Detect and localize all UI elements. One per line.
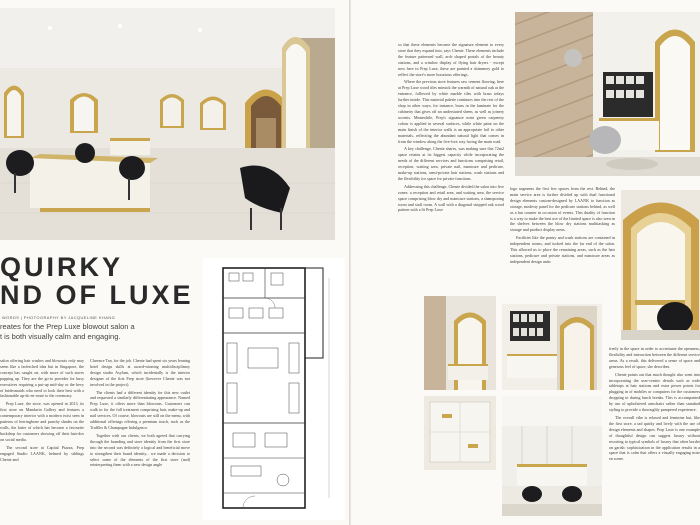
article-standfirst (0, 322, 200, 342)
paragraph: The second store at Capital Piazza, Prep engaged Studio LAANK, helmed by siblings Chenie and (0, 444, 84, 462)
left-page (0, 0, 349, 525)
paragraph: Facilities like the pantry and wash stations are contained in independent rooms, and tucked into the far end of the salon. This allowed us to place the remaining areas, such as the hair stations, pedicure and private stations, and manicure areas as independent design units (510, 235, 615, 264)
paragraph: Together with our clients, we both agreed that carrying through the branding and store identity from the first store into the second was definitely a logical and beneficial move to strengthen their brand identity... we made a decision to select some of the elements of the first store (and) reinterpreting them with a new design angle (90, 432, 190, 468)
styling-station-photo (621, 190, 700, 340)
reception-photo (515, 12, 700, 176)
salon-interior-photo (0, 8, 335, 240)
right-page (351, 0, 700, 525)
right-body-column-1 (398, 42, 504, 215)
article-credit: WORDS | PHOTOGRAPHY BY JACQUELINE KHANG (2, 315, 116, 320)
paragraph: Addressing this challenge, Chenie divided the salon into five zones: a reception and retail area, and waiting area, the service space comprising blow dry and manicure stations, a shampooing room and staff room. A wall with a diagonal stripped oak wood pattern with a lit Prep Luxe (398, 183, 504, 213)
pedicure-area-photo (424, 296, 496, 390)
headline-line-2: ND OF LUXE (0, 280, 194, 310)
paragraph: Prep Luxe, the store, was opened in 2013, its first store on Mandarin Gallery and features a contemporary interior with a modern twist seen in patterns of herringbone and punchy shades on the walls, the latter of which has become a favourite backdrop for customers showing off their hair-dos on social media. (0, 401, 84, 442)
paragraph: A key challenge, Chenie shares, was making sure this 72m2 space retains at its biggest capacity while incorporating the needs of the different services and functions comprising retail, reception, waiting area, private nail, manicure and pedicure, make-up stations, semi-private hair stations, wash stations and the flexibility for space for private functions. (398, 146, 504, 181)
paragraph: logo segments the first few spaces from the rest. Behind, the main service area is further divided up with dual functional design elements custom-designed by LAANK to function as storage, modesty panel for the pedicure stations behind, as well as a bar counter in occasion of events. This duality of function is a way to make the best use of the limited space is also seen in the shelves between the blow dry stations multitasking as storage and product display areas. (510, 186, 615, 233)
paragraph: The clients had a different identity for this new outlet and requested a similarly differentiating appearance. Named Prep Luxe, it offers more than blowouts. Customers can walk in for the full treatment comprising hair, make-up and nail services. Of course, blowouts are still on the menu, with additional offerings offering a premium touch, such as the Truffles & Champagne Indulgence. (90, 389, 190, 430)
retail-shelves-photo (502, 296, 602, 390)
right-body-column-3 (609, 346, 700, 464)
manicure-stations-photo (502, 396, 602, 516)
paragraph: The overall vibe is relaxed and feminine but, like the first store, a tad quirky and lively with the use of design elements and shapes. Prep Luxe is one example of thoughtful design can suggest luxury without resorting to typical symbols of luxury that often border on garish: sophistication in the application results in a space that is calm that offers a visually engaging mise en scene. (609, 414, 700, 462)
headline-line-1: QUIRKY (0, 252, 124, 282)
paragraph: Chenie points out that much thought also went into incorporating the user-centric details such as wide tabletops at hair stations and extra power points for plugging in of mobiles or computers for the customers dropping in during lunch breaks. This is accompanied by use of upholstered armchairs rather than standard styling to provide a thoroughly pampered experience. (609, 371, 700, 413)
paragraph: Where the previous store features raw cement flooring, here at Prep Luxe wood tiles mimick the warmth of natural oak at the entrance, followed by white marble tiles with brass inlays further inside. This material palette continues into the rest of the shop in other ways, for instance, brass in the laminate for the cabinetry that gives off an understated sheen, as well as joinery accents. Meanwhile, Prep's signature mint green carpentry colour is applied in several surfaces, while white paint on the main finish of the interior walls is an appropriate foil to other materials, reflecting the abundant natural light that comes in from the window along the five-foot way facing the main road. (398, 79, 504, 144)
standfirst-line-2: t is both visually calm and engaging. (0, 332, 121, 341)
paragraph: Clarence Tan, for the job. Chenie had spent six years leaning hotel design skills at award-winning multidisciplinary design studio Asylum, which incidentally is the interior designer of the first Prep store (however Chenie was not involved in the project). (90, 358, 190, 387)
standfirst-line-1: reates for the Prep Luxe blowout salon a (0, 322, 135, 331)
article-headline (0, 253, 194, 309)
right-body-column-2 (510, 186, 615, 267)
hair-dryer-display-photo (424, 396, 496, 470)
paragraph: salon offering hair washes and blowouts only may seem like a farfetched idea but in Singapore, the concept has caught on, with more of such stores popping up. They are the go-to provider for busy executives requiring a put-up mid-day or the bevy of bridesmaids who need to look their best with a fashionable up-do en-route to the ceremony. (0, 358, 84, 399)
left-body-column-2 (90, 358, 190, 470)
paragraph: freely in the space in order to accentuate the openness, flexibility and interaction between the different service areas. As a result, this delivered a sense of space and generous feel of space, she describes. (609, 346, 700, 369)
left-body-column-1 (0, 358, 84, 464)
paragraph: so that these elements become the signature element to every store that they expand into, says Chenie. These elements include the feature patterned wall, arch shaped portals of the beauty stations, and a window display of flying hair dryers - except now here in Prep Luxe, these are painted a shimmery gold to reflect the store's more luxurious offerings. (398, 42, 504, 77)
floor-plan-drawing (203, 258, 345, 520)
